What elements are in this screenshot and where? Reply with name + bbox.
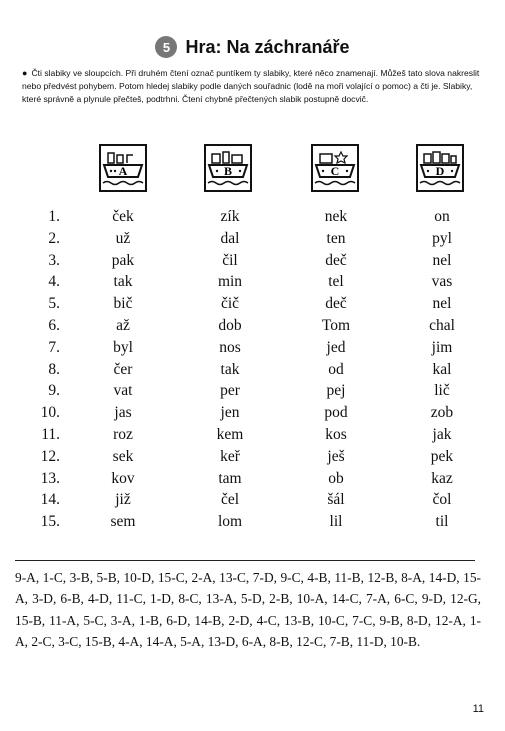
row-number: 9. <box>48 382 60 400</box>
syllable-cell-c: deč <box>325 295 347 313</box>
syllable-cell-a: vat <box>113 382 133 400</box>
row-number: 13. <box>40 469 60 487</box>
ship-icon-b <box>204 144 252 192</box>
ship-header-row <box>0 144 505 192</box>
row-number: 12. <box>40 447 60 465</box>
syllable-cell-c: Tom <box>321 316 351 334</box>
syllable-cell-d: chal <box>429 316 455 334</box>
row-number: 6. <box>48 316 60 334</box>
row-number: 14. <box>40 491 60 509</box>
syllable-cell-d: jak <box>432 425 452 443</box>
syllable-cell-a: jas <box>114 404 132 422</box>
table-row <box>0 426 505 448</box>
syllable-cell-a: čer <box>113 360 133 378</box>
syllable-cell-c: nek <box>324 208 348 225</box>
row-number: 7. <box>48 338 60 356</box>
exercise-number-badge: 5 <box>155 36 177 58</box>
syllable-cell-a: již <box>115 491 131 509</box>
instructions <box>22 67 486 106</box>
ship-label: A <box>118 164 128 178</box>
table-row <box>0 491 505 513</box>
syllable-cell-d: čol <box>432 491 452 509</box>
row-number: 3. <box>48 251 60 269</box>
syllable-cell-d: lič <box>434 382 450 400</box>
syllable-cell-b: zík <box>220 208 240 225</box>
syllable-cell-a: tak <box>113 273 133 291</box>
ship-icon-d <box>416 144 464 192</box>
table-row <box>0 404 505 426</box>
syllable-cell-d: pyl <box>432 229 452 247</box>
syllable-cell-a: až <box>116 316 130 334</box>
syllable-cell-b: čel <box>220 491 240 509</box>
table-row <box>0 317 505 339</box>
syllable-cell-d: zob <box>430 404 454 422</box>
ship-icon-c <box>311 144 359 192</box>
syllable-cell-c: šál <box>327 491 345 509</box>
syllable-cell-a: bič <box>113 295 133 313</box>
ship-label: D <box>435 164 445 178</box>
syllable-cell-b: dal <box>220 229 240 247</box>
syllable-cell-b: dob <box>218 316 242 334</box>
syllable-cell-a: už <box>115 229 131 247</box>
syllable-cell-b: lom <box>217 513 243 531</box>
syllable-cell-a: sem <box>110 513 136 531</box>
syllable-cell-b: kem <box>216 425 244 443</box>
table-row <box>0 230 505 252</box>
syllable-cell-b: čič <box>220 295 240 313</box>
syllable-cell-a: byl <box>113 338 133 356</box>
divider <box>15 560 475 561</box>
row-number: 4. <box>48 273 60 291</box>
row-number: 10. <box>40 404 60 422</box>
table-row <box>0 382 505 404</box>
table-row <box>0 339 505 361</box>
syllable-cell-c: pej <box>326 382 346 400</box>
row-number: 15. <box>40 513 60 531</box>
table-row <box>0 252 505 274</box>
syllable-cell-d: kaz <box>431 469 453 487</box>
syllable-cell-b: min <box>217 273 243 291</box>
syllable-cell-b: per <box>220 382 240 400</box>
syllable-cell-c: lil <box>329 513 343 531</box>
coordinate-list: 9-A, 1-C, 3-B, 5-B, 10-D, 15-C, 2-A, 13-C, 7-D, 9-C, 4-B, 11-B, 12-B, 8-A, 14-D, 15-A, 3-D, 6-B, 4-D, 11-C, 1-D, 8-C, 13-A, 5-D, 2-B, 10-A, 14-C, 7-A, 6-C, 9-D, 12-G, 15-B, 11-A, 5-C, 3-A, 1-B, 6-D, 14-B, 2-D, 4-C, 13-B, 10-C, 7-C, 9-B, 8-D, 12-A, 1-A, 2-C, 3-C, 15-B, 4-A, 14-A, 5-A, 13-D, 6-A, 8-B, 12-C, 7-B, 11-D, 10-B. <box>15 570 481 650</box>
page-title: Hra: Na záchranáře <box>185 36 350 57</box>
syllable-cell-d: on <box>434 208 450 225</box>
syllable-cell-d: nel <box>432 251 452 269</box>
syllable-cell-a: ček <box>112 208 134 225</box>
syllable-cell-a: kov <box>111 469 135 487</box>
ship-label: B <box>223 164 233 178</box>
syllable-cell-c: ješ <box>327 447 345 465</box>
syllable-cell-b: tak <box>220 360 240 378</box>
syllable-cell-b: keř <box>220 447 240 465</box>
syllable-cell-a: sek <box>112 447 134 465</box>
row-number: 2. <box>48 229 60 247</box>
title-row <box>0 36 505 58</box>
syllable-grid <box>0 208 505 535</box>
syllable-cell-c: ob <box>328 469 344 487</box>
ship-icon-a <box>99 144 147 192</box>
syllable-cell-d: til <box>435 513 449 531</box>
syllable-cell-c: deč <box>325 251 347 269</box>
page-number: 11 <box>472 703 484 715</box>
syllable-cell-d: pek <box>430 447 454 465</box>
syllable-cell-a: pak <box>111 251 135 269</box>
syllable-cell-d: vas <box>431 273 453 291</box>
row-number: 1. <box>48 208 60 225</box>
row-number: 11. <box>41 425 60 443</box>
syllable-cell-b: čil <box>222 251 238 269</box>
syllable-cell-c: pod <box>324 404 348 422</box>
table-row <box>0 470 505 492</box>
row-number: 5. <box>48 295 60 313</box>
syllable-cell-b: nos <box>219 338 241 356</box>
instructions-text: Čti slabiky ve sloupcích. Při druhém čtení označ puntíkem ty slabiky, které něco znamenají. Můžeš tato slova nakreslit nebo předvést pohybem. Potom hledej slabiky podle daných souřadnic (lodě na moři volající o pomoc) a čti je. Slabiky, které správně a plynule přečteš, podtrhni. Čtení chybně přečtených slabik postupně docvič. <box>22 68 480 104</box>
syllable-cell-d: kal <box>432 360 452 378</box>
syllable-cell-c: kos <box>325 425 347 443</box>
bullet-icon: ● <box>22 68 28 78</box>
syllable-cell-d: jim <box>431 338 453 356</box>
syllable-cell-b: tam <box>218 469 242 487</box>
table-row <box>0 448 505 470</box>
ship-label: C <box>330 164 340 178</box>
table-row <box>0 273 505 295</box>
syllable-cell-c: jed <box>326 338 346 356</box>
syllable-cell-c: od <box>328 360 344 378</box>
syllable-cell-d: nel <box>432 295 452 313</box>
row-number: 8. <box>48 360 60 378</box>
syllable-cell-a: roz <box>113 425 133 443</box>
table-row <box>0 208 505 230</box>
syllable-cell-b: jen <box>220 404 240 422</box>
table-row <box>0 361 505 383</box>
table-row <box>0 295 505 317</box>
syllable-cell-c: ten <box>326 229 346 247</box>
table-row <box>0 513 505 535</box>
syllable-cell-c: tel <box>328 273 344 291</box>
